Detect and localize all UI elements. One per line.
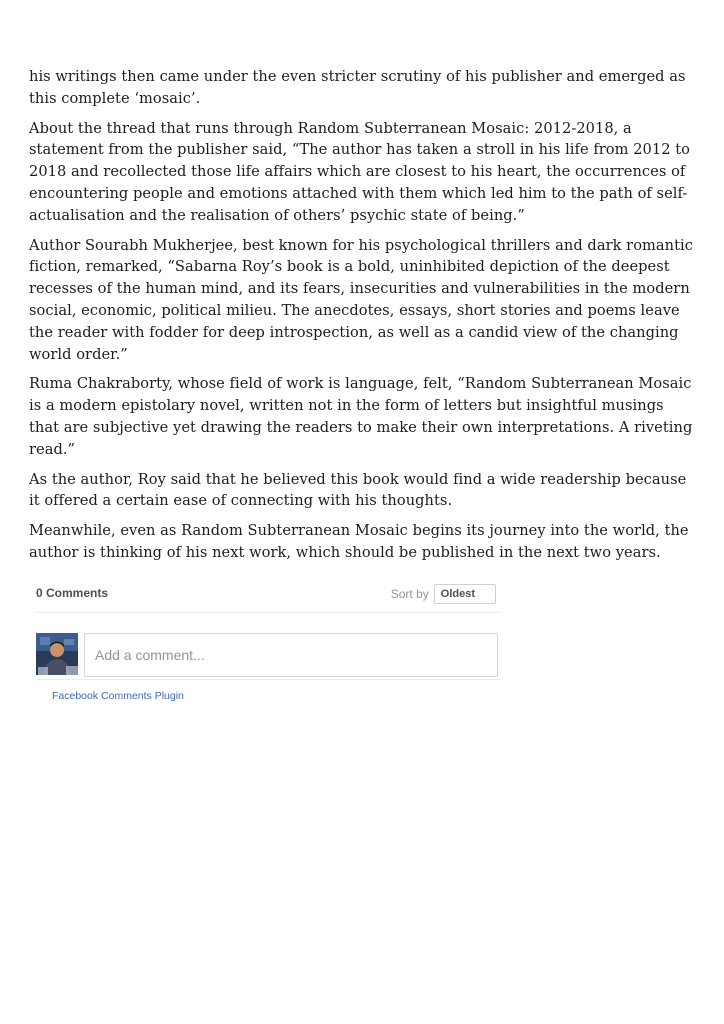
comment-composer [36, 613, 500, 680]
article-paragraph: Author Sourabh Mukherjee, best known for his psychological thrillers and dark romantic fiction, remarked, “Sabarna Roy’s book is a bold, uninhibited depiction of the deepest recesses of the human mind, and its fears, insecurities and vulnerabilities in the modern social, economic, political milieu. The anecdotes, essays, short stories and poems leave the reader with fodder for deep introspection, as well as a candid view of the changing world order.” [29, 236, 693, 363]
article-paragraph: Meanwhile, even as Random Subterranean Mosaic begins its journey into the world, the author is thinking of his next work, which should be published in the next two years. [29, 522, 689, 561]
sort-label: Sort by [390, 587, 429, 601]
user-avatar-icon [36, 633, 78, 675]
article-paragraph: his writings then came under the even stricter scrutiny of his publisher and emerged as this complete ‘mosaic’. [29, 68, 686, 107]
article-paragraph: About the thread that runs through Random Subterranean Mosaic: 2012-2018, a statement from the publisher said, “The author has taken a stroll in his life from 2012 to 2018 and recollected those life affairs which are closest to his heart, the occurrences of encountering people and emotions attached with them which led him to the path of self-actualisation and the realisation of others’ psychic state of being.” [29, 119, 691, 224]
comments-count: 0 Comments [36, 586, 109, 600]
sort-control [391, 584, 496, 604]
article-body [29, 66, 695, 572]
comments-header [36, 582, 500, 613]
article-paragraph: As the author, Roy said that he believed this book would find a wide readership because it offered a certain ease of connecting with his thoughts. [29, 470, 687, 510]
facebook-comments-plugin-link[interactable]: Facebook Comments Plugin [52, 690, 184, 702]
sort-select[interactable]: Oldest [434, 584, 496, 604]
comment-input[interactable]: Add a comment... [84, 633, 498, 677]
article-paragraph: Ruma Chakraborty, whose field of work is language, felt, “Random Subterranean Mosaic is a modern epistolary novel, written not in the form of letters but insightful musings that are subjective yet drawing the readers to make their own interpretations. A riveting read.” [29, 375, 693, 458]
facebook-comments-widget [36, 582, 500, 702]
